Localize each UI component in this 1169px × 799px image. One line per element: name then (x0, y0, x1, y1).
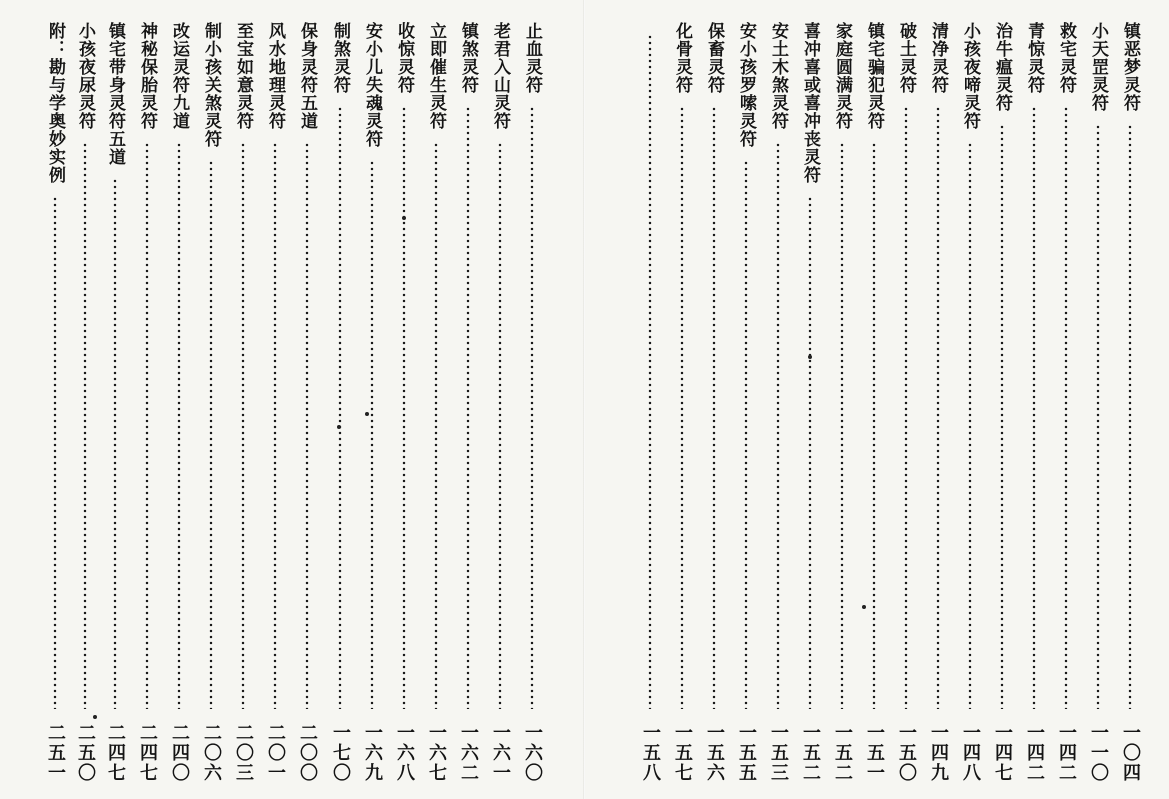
toc-entry (733, 0, 759, 799)
dot-leader (808, 196, 812, 709)
toc-entry-page-number: 一四二 (1024, 723, 1045, 783)
toc-entry (701, 0, 727, 799)
toc-entry-page-number: 一五二 (832, 723, 853, 783)
toc-entry-page-number: 一五八 (640, 723, 661, 783)
toc-entry-page-number: 二四七 (137, 723, 158, 783)
toc-entry (230, 0, 256, 799)
toc-entry-page-number: 二〇三 (233, 723, 254, 783)
dot-leader (83, 142, 87, 709)
toc-entry-page-number: 一六〇 (522, 723, 543, 783)
toc-entry-page-number: 一六二 (458, 723, 479, 783)
dot-leader (370, 160, 374, 709)
dot-leader (1000, 124, 1004, 709)
dot-leader (648, 34, 652, 709)
toc-entry (765, 0, 791, 799)
toc-entry-page-number: 二〇六 (201, 723, 222, 783)
right-page (585, 0, 1169, 799)
scan-speck (402, 216, 406, 220)
toc-entry-page-number: 一六一 (490, 723, 511, 783)
toc-entry (72, 0, 98, 799)
toc-entry (102, 0, 128, 799)
toc-entry-title: 止血灵符 (522, 22, 542, 94)
dot-leader (273, 142, 277, 709)
toc-entry-title: 附：勘与学奥妙实例 (45, 22, 65, 184)
toc-entry-page-number: 一六九 (362, 723, 383, 783)
dot-leader (113, 178, 117, 709)
toc-entry (1021, 0, 1047, 799)
toc-entry (455, 0, 481, 799)
left-page (0, 0, 584, 799)
toc-entry (1053, 0, 1079, 799)
toc-entry-page-number: 一五一 (864, 723, 885, 783)
toc-entry-title: 小孩夜尿灵符 (75, 22, 95, 130)
toc-entry (327, 0, 353, 799)
toc-entry-title: 青惊灵符 (1024, 22, 1044, 94)
toc-entry (925, 0, 951, 799)
toc-entry (391, 0, 417, 799)
toc-entry-page-number: 二五一 (45, 723, 66, 783)
toc-entry-page-number: 二四〇 (169, 723, 190, 783)
toc-entry (1117, 0, 1143, 799)
dot-leader (498, 142, 502, 709)
toc-entry-page-number: 二〇〇 (297, 723, 318, 783)
dot-leader (936, 106, 940, 709)
toc-entry-page-number: 一六七 (426, 723, 447, 783)
toc-entry (294, 0, 320, 799)
dot-leader (1064, 106, 1068, 709)
dot-leader (241, 142, 245, 709)
toc-entry-title: 安小儿失魂灵符 (362, 22, 382, 148)
toc-entry (42, 0, 68, 799)
dot-leader (53, 196, 57, 709)
toc-entry (893, 0, 919, 799)
toc-entry (829, 0, 855, 799)
toc-entry-title: 风水地理灵符 (265, 22, 285, 130)
toc-entry-page-number: 一一〇 (1088, 723, 1109, 783)
toc-entry-page-number: 二四七 (105, 723, 126, 783)
toc-entry-page-number: 二〇一 (265, 723, 286, 783)
dot-leader (680, 106, 684, 709)
dot-leader (434, 142, 438, 709)
toc-entry (669, 0, 695, 799)
toc-entry-title: 家庭圆满灵符 (832, 22, 852, 130)
toc-entry (519, 0, 545, 799)
toc-entry-title: 治牛瘟灵符 (992, 22, 1012, 112)
toc-entry (1085, 0, 1111, 799)
dot-leader (872, 142, 876, 709)
dot-leader (840, 142, 844, 709)
toc-entry-title: 安小孩罗嗦灵符 (736, 22, 756, 148)
toc-entry-page-number: 一〇四 (1120, 723, 1141, 783)
toc-entry-page-number: 一四九 (928, 723, 949, 783)
toc-entry (989, 0, 1015, 799)
dot-leader (209, 160, 213, 709)
scan-speck (93, 715, 97, 719)
toc-entry-title: 化骨灵符 (672, 22, 692, 94)
scan-speck (365, 412, 369, 416)
toc-entry-title: 老君入山灵符 (490, 22, 510, 130)
scan-speck (862, 605, 866, 609)
toc-entry-page-number: 一五七 (672, 723, 693, 783)
toc-entry-title: 保身灵符五道 (297, 22, 317, 130)
toc-entry-page-number: 一五〇 (896, 723, 917, 783)
toc-entry (198, 0, 224, 799)
toc-entry-title: 安土木煞灵符 (768, 22, 788, 130)
toc-entry (134, 0, 160, 799)
toc-entry-page-number: 一六八 (394, 723, 415, 783)
dot-leader (968, 142, 972, 709)
toc-entry-title: 保畜灵符 (704, 22, 724, 94)
toc-entry (262, 0, 288, 799)
toc-entry-title: 清净灵符 (928, 22, 948, 94)
toc-entry-page-number: 一四八 (960, 723, 981, 783)
toc-entry-title: 立即催生灵符 (426, 22, 446, 130)
dot-leader (744, 160, 748, 709)
scan-speck (337, 425, 341, 429)
toc-entry-title: 改运灵符九道 (169, 22, 189, 130)
toc-entry (797, 0, 823, 799)
toc-entry (637, 0, 663, 799)
dot-leader (1032, 106, 1036, 709)
dot-leader (338, 106, 342, 709)
dot-leader (530, 106, 534, 709)
dot-leader (904, 106, 908, 709)
toc-entry-page-number: 一四二 (1056, 723, 1077, 783)
dot-leader (712, 106, 716, 709)
toc-entry-title: 神秘保胎灵符 (137, 22, 157, 130)
scan-speck (808, 355, 812, 359)
dot-leader (177, 142, 181, 709)
toc-entry (861, 0, 887, 799)
toc-entry-page-number: 一五六 (704, 723, 725, 783)
toc-entry (359, 0, 385, 799)
dot-leader (402, 106, 406, 709)
toc-entry (166, 0, 192, 799)
toc-entry-title: 收惊灵符 (394, 22, 414, 94)
toc-entry (487, 0, 513, 799)
toc-entry-title: 至宝如意灵符 (233, 22, 253, 130)
toc-entry-title: 小孩夜啼灵符 (960, 22, 980, 130)
toc-entry-title: 镇宅骗犯灵符 (864, 22, 884, 130)
toc-entry-page-number: 一五三 (768, 723, 789, 783)
toc-entry-title: 镇宅带身灵符五道 (105, 22, 125, 166)
dot-leader (1096, 124, 1100, 709)
toc-entry-page-number: 一四七 (992, 723, 1013, 783)
toc-entry-title: 喜冲喜或喜冲丧灵符 (800, 22, 820, 184)
toc-entry-title: 镇煞灵符 (458, 22, 478, 94)
toc-entry-title: 镇恶梦灵符 (1120, 22, 1140, 112)
toc-entry (957, 0, 983, 799)
toc-entry-title: 小天罡灵符 (1088, 22, 1108, 112)
toc-entry-title: 破土灵符 (896, 22, 916, 94)
dot-leader (466, 106, 470, 709)
toc-entry-title: 制煞灵符 (330, 22, 350, 94)
dot-leader (1128, 124, 1132, 709)
toc-entry-page-number: 一五二 (800, 723, 821, 783)
toc-entry (423, 0, 449, 799)
toc-entry-title: 救宅灵符 (1056, 22, 1076, 94)
toc-entry-page-number: 二五〇 (75, 723, 96, 783)
dot-leader (776, 142, 780, 709)
toc-entry-page-number: 一七〇 (330, 723, 351, 783)
toc-entry-title: 制小孩关煞灵符 (201, 22, 221, 148)
dot-leader (305, 142, 309, 709)
toc-entry-page-number: 一五五 (736, 723, 757, 783)
dot-leader (145, 142, 149, 709)
